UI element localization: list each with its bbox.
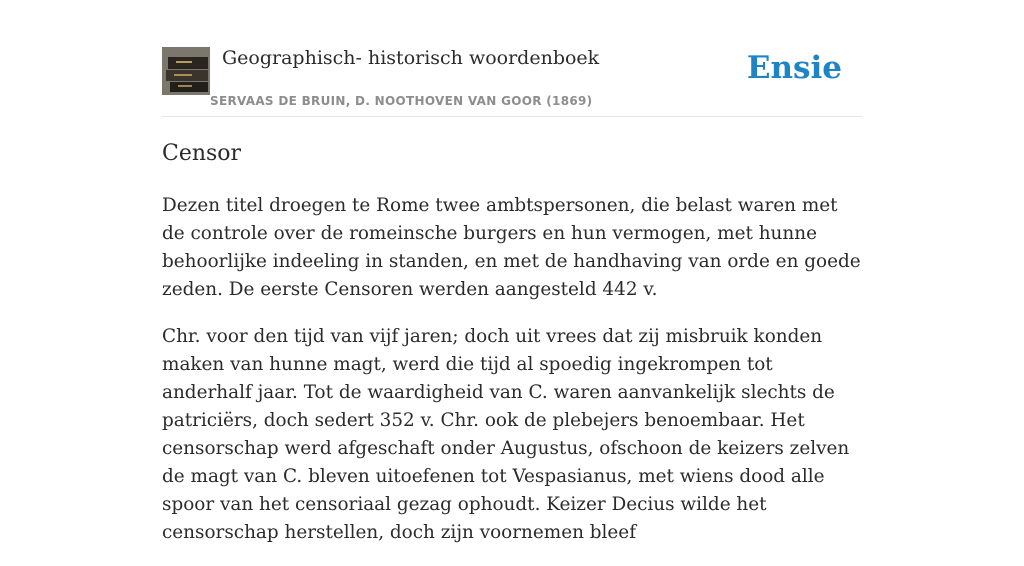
entry-content: [162, 192, 862, 566]
book-cover-image: [162, 47, 210, 95]
entry-paragraph: Chr. voor den tijd van vijf jaren; doch uit vrees dat zij misbruik konden maken van hunne magt, werd die tijd al spoedig ingekrompen tot anderhalf jaar. Tot de waardigheid van C. waren aanvankelijk slechts de patriciërs, doch sedert 352 v. Chr. ook de plebejers benoembaar. Het censorschap werd afgeschaft onder Augustus, ofschoon de keizers zelven de magt van C. bleven uitoefenen tot Vespasianus, met wiens dood alle spoor van het censoriaal gezag ophoudt. Keizer Decius wilde het censorschap herstellen, doch zijn voornemen bleef: [162, 326, 850, 543]
entry-title: Censor: [162, 141, 242, 166]
ensie-logo-link[interactable]: Ensie: [746, 50, 842, 86]
entry-paragraph: Dezen titel droegen te Rome twee ambtspersonen, die belast waren met de controle over de romeinsche burgers en hun vermogen, met hunne behoorlijke indeeling in standen, en met de handhaving van orde en goede zeden. De eerste Censoren werden aangesteld 442 v.: [162, 195, 861, 300]
book-cover-avatar[interactable]: [162, 47, 210, 95]
book-title[interactable]: Geographisch- historisch woordenboek: [222, 47, 600, 69]
book-author: SERVAAS DE BRUIN, D. NOOTHOVEN VAN GOOR (1869): [210, 94, 593, 108]
book-header: [162, 44, 862, 117]
